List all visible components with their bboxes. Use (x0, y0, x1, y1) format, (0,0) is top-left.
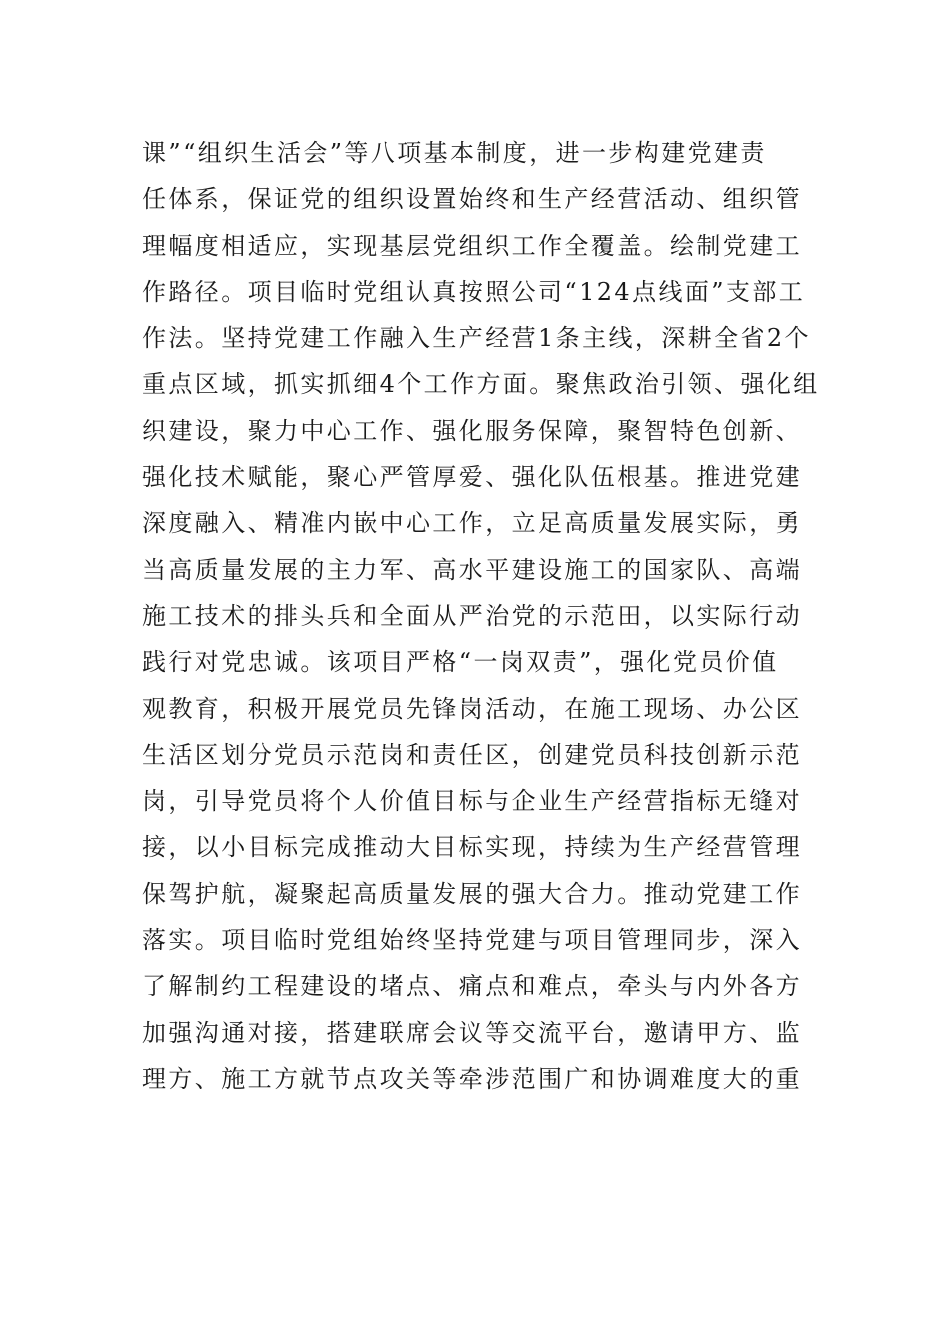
text-line: 落实。项目临时党组始终坚持党建与项目管理同步，深入 (142, 926, 802, 955)
text-line: 作法。坚持党建工作融入生产经营1条主线，深耕全省2个 (142, 324, 811, 353)
text-line: 作路径。项目临时党组认真按照公司“124点线面”支部工 (142, 277, 806, 306)
text-line: 当高质量发展的主力军、高水平建设施工的国家队、高端 (142, 555, 802, 584)
text-line: 理幅度相适应，实现基层党组织工作全覆盖。绘制党建工 (142, 231, 802, 260)
text-line: 理方、施工方就节点攻关等牵涉范围广和协调难度大的重 (142, 1064, 802, 1093)
text-line: 了解制约工程建设的堵点、痛点和难点，牵头与内外各方 (142, 972, 802, 1001)
text-line: 观教育，积极开展党员先锋岗活动，在施工现场、办公区 (142, 694, 802, 723)
text-line: 强化技术赋能，聚心严管厚爱、强化队伍根基。推进党建 (142, 463, 802, 492)
text-line: 课”“组织生活会”等八项基本制度，进一步构建党建责 (142, 139, 767, 167)
text-line: 接，以小目标完成推动大目标实现，持续为生产经营管理 (142, 833, 802, 862)
text-line: 岗，引导党员将个人价值目标与企业生产经营指标无缝对 (142, 787, 802, 816)
text-line: 加强沟通对接，搭建联席会议等交流平台，邀请甲方、监 (142, 1018, 802, 1047)
body-text (142, 130, 822, 1102)
text-line: 任体系，保证党的组织设置始终和生产经营活动、组织管 (142, 185, 802, 214)
text-line: 织建设，聚力中心工作、强化服务保障，聚智特色创新、 (142, 416, 802, 445)
text-line: 生活区划分党员示范岗和责任区，创建党员科技创新示范 (142, 740, 802, 769)
text-line: 深度融入、精准内嵌中心工作，立足高质量发展实际，勇 (142, 509, 802, 538)
text-line: 施工技术的排头兵和全面从严治党的示范田，以实际行动 (142, 601, 802, 630)
text-line: 践行对党忠诚。该项目严格“一岗双责”，强化党员价值 (142, 648, 779, 677)
text-line: 重点区域，抓实抓细4个工作方面。聚焦政治引领、强化组 (142, 370, 820, 399)
text-line: 保驾护航，凝聚起高质量发展的强大合力。推动党建工作 (142, 879, 802, 908)
